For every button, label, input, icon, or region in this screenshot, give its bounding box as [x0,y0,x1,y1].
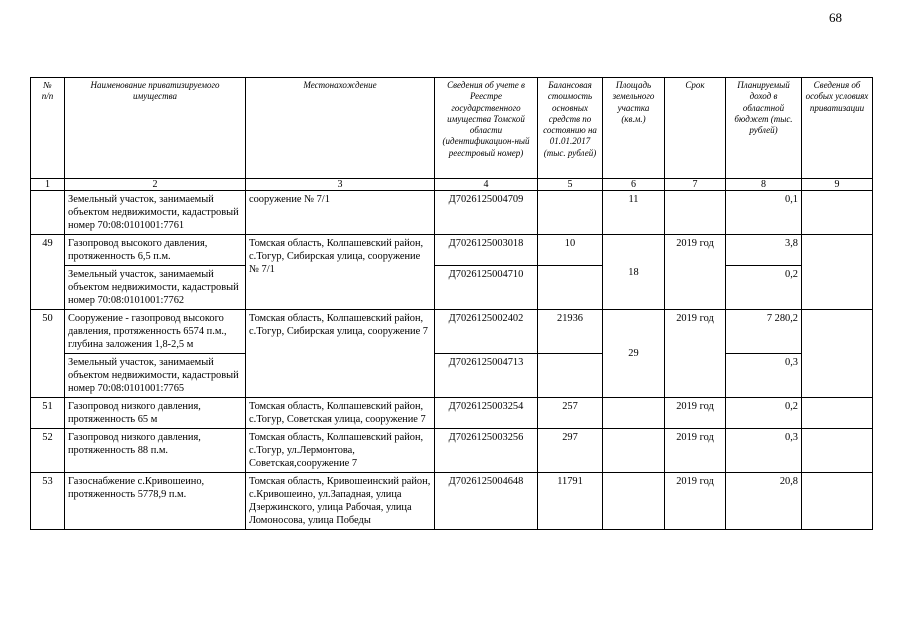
row-location-cell: Томская область, Колпашевский район, с.Тогур, Сибирская улица, сооружение 7 [246,310,435,398]
row-location-cell: сооружение № 7/1 [246,191,435,235]
row-area-cell [603,473,665,530]
row-term-cell: 2019 год [665,429,726,473]
row-conditions-cell [802,191,873,235]
row-term-cell: 2019 год [665,473,726,530]
header-income: Планируемый доход в областной бюджет (тыс. рублей) [726,78,802,179]
row-conditions-cell [802,235,873,310]
row-registry-cell: Д7026125003256 [435,429,538,473]
row-area-cell: 11 [603,191,665,235]
header-location: Местонахождение [246,78,435,179]
row-income-cell: 20,8 [726,473,802,530]
row-num-cell: 51 [31,398,65,429]
row-balance-cell [538,266,603,310]
table-row [31,429,873,473]
row-area-cell: 29 [603,310,665,398]
row-balance-cell [538,354,603,398]
column-number: 6 [603,179,665,191]
row-income-cell: 0,1 [726,191,802,235]
header-term: Срок [665,78,726,179]
row-name-cell: Земельный участок, занимаемый объектом недвижимости, кадастровый номер 70:08:0101001:7765 [65,354,246,398]
row-registry-cell: Д7026125004648 [435,473,538,530]
table-row [31,398,873,429]
row-balance-cell: 11791 [538,473,603,530]
row-name-cell: Сооружение - газопровод высокого давления, протяженность 6574 п.м., глубина заложения 1,8-2,5 м [65,310,246,354]
header-conditions: Сведения об особых условиях приватизации [802,78,873,179]
column-number: 1 [31,179,65,191]
row-num-cell: 49 [31,235,65,310]
row-area-cell [603,429,665,473]
table-row [31,354,873,398]
row-registry-cell: Д7026125004709 [435,191,538,235]
row-conditions-cell [802,310,873,398]
row-num-cell: 52 [31,429,65,473]
row-income-cell: 0,3 [726,429,802,473]
table-row [31,266,873,310]
row-area-cell: 18 [603,235,665,310]
header-area: Площадь земельного участка (кв.м.) [603,78,665,179]
row-conditions-cell [802,398,873,429]
row-num-cell: 50 [31,310,65,398]
row-conditions-cell [802,429,873,473]
header-num: № п/п [31,78,65,179]
column-number: 4 [435,179,538,191]
row-registry-cell: Д7026125003018 [435,235,538,266]
page-number: 68 [829,10,842,25]
row-balance-cell: 297 [538,429,603,473]
row-location-cell: Томская область, Колпашевский район, с.Тогур, ул.Лермонтова, Советская,сооружение 7 [246,429,435,473]
row-balance-cell: 21936 [538,310,603,354]
row-income-cell: 7 280,2 [726,310,802,354]
column-number: 2 [65,179,246,191]
row-name-cell: Земельный участок, занимаемый объектом недвижимости, кадастровый номер 70:08:0101001:7761 [65,191,246,235]
row-term-cell: 2019 год [665,310,726,398]
column-number: 8 [726,179,802,191]
row-num-cell: 53 [31,473,65,530]
row-term-cell: 2019 год [665,235,726,310]
row-term-cell [665,191,726,235]
column-number: 7 [665,179,726,191]
table-row [31,310,873,354]
row-name-cell: Газопровод высокого давления, протяженность 6,5 п.м. [65,235,246,266]
row-income-cell: 0,3 [726,354,802,398]
row-income-cell: 3,8 [726,235,802,266]
column-number-row [31,179,873,191]
header-registry: Сведения об учете в Реестре государственного имущества Томской области (идентификацион-ный реестровый номер) [435,78,538,179]
row-balance-cell: 10 [538,235,603,266]
row-name-cell: Газопровод низкого давления, протяженность 88 п.м. [65,429,246,473]
row-location-cell: Томская область, Колпашевский район, с.Тогур, Советская улица, сооружение 7 [246,398,435,429]
header-balance: Балансовая стоимость основных средств по состоянию на 01.01.2017 (тыс. рублей) [538,78,603,179]
table-row [31,473,873,530]
table-header-row [31,78,873,179]
row-registry-cell: Д7026125004710 [435,266,538,310]
column-number: 3 [246,179,435,191]
row-registry-cell: Д7026125004713 [435,354,538,398]
row-area-cell [603,398,665,429]
row-location-cell: Томская область, Кривошеинский район, с.Кривошеино, ул.Западная, улица Дзержинского, улица Рабочая, улица Ломоносова, улица Победы [246,473,435,530]
row-location-cell: Томская область, Колпашевский район, с.Тогур, Сибирская улица, сооружение № 7/1 [246,235,435,310]
row-name-cell: Газопровод низкого давления, протяженность 65 м [65,398,246,429]
header-name: Наименование приватизируемого имущества [65,78,246,179]
row-num-cell [31,191,65,235]
row-income-cell: 0,2 [726,266,802,310]
row-registry-cell: Д7026125003254 [435,398,538,429]
row-income-cell: 0,2 [726,398,802,429]
column-number: 5 [538,179,603,191]
table-row [31,235,873,266]
row-term-cell: 2019 год [665,398,726,429]
row-balance-cell [538,191,603,235]
column-number: 9 [802,179,873,191]
row-name-cell: Газоснабжение с.Кривошеино, протяженность 5778,9 п.м. [65,473,246,530]
row-balance-cell: 257 [538,398,603,429]
row-registry-cell: Д7026125002402 [435,310,538,354]
table-row [31,191,873,235]
row-conditions-cell [802,473,873,530]
row-name-cell: Земельный участок, занимаемый объектом недвижимости, кадастровый номер 70:08:0101001:7762 [65,266,246,310]
privatization-table [30,77,873,530]
